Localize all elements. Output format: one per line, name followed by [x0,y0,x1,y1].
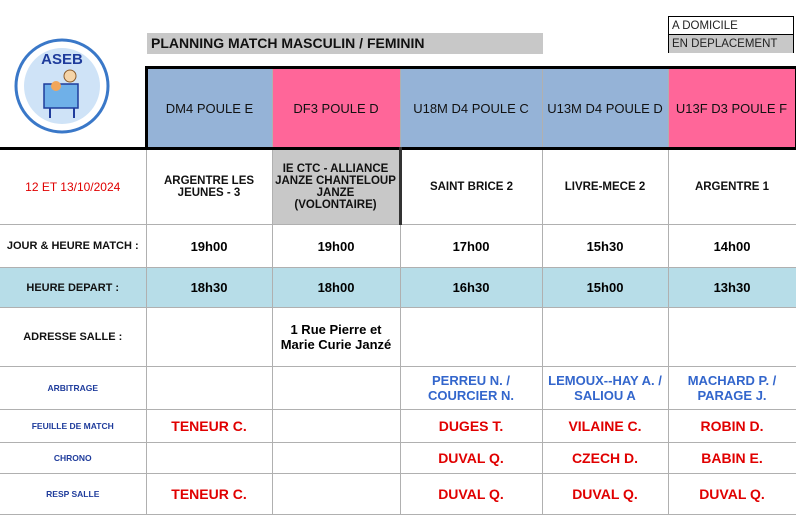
chrono-dm4 [146,443,272,474]
header-empty [0,68,146,149]
team-header-u18m: U18M D4 POULE C [400,68,542,149]
arbitrage-df3 [272,367,400,410]
label-chrono: CHRONO [0,443,146,474]
match-time-u13f: 14h00 [668,225,796,268]
team-header-u13f: U13F D3 POULE F [668,68,796,149]
header-row [0,68,796,149]
arbitrage-u18m: PERREU N. / COURCIER N. [400,367,542,410]
address-row [0,308,796,367]
feuille-u13f: ROBIN D. [668,410,796,443]
address-u13m [542,308,668,367]
label-depart: HEURE DEPART : [0,268,146,308]
match-time-row [0,225,796,268]
address-u13f [668,308,796,367]
feuille-df3 [272,410,400,443]
label-arbitrage: ARBITRAGE [0,367,146,410]
label-match-time: JOUR & HEURE MATCH : [0,225,146,268]
address-dm4 [146,308,272,367]
match-date: 12 ET 13/10/2024 [0,149,146,225]
feuille-u18m: DUGES T. [400,410,542,443]
resp-u13m: DUVAL Q. [542,474,668,515]
chrono-df3 [272,443,400,474]
match-time-u18m: 17h00 [400,225,542,268]
label-address: ADRESSE SALLE : [0,308,146,367]
logo-text: ASEB [41,51,83,68]
legend [668,16,794,53]
team-header-dm4: DM4 POULE E [146,68,272,149]
resp-df3 [272,474,400,515]
resp-u13f: DUVAL Q. [668,474,796,515]
label-feuille: FEUILLE DE MATCH [0,410,146,443]
depart-u13m: 15h00 [542,268,668,308]
legend-away: EN DEPLACEMENT [669,35,793,53]
chrono-u13m: CZECH D. [542,443,668,474]
chrono-u13f: BABIN E. [668,443,796,474]
label-resp: RESP SALLE [0,474,146,515]
chrono-row [0,443,796,474]
match-time-u13m: 15h30 [542,225,668,268]
feuille-dm4: TENEUR C. [146,410,272,443]
resp-dm4: TENEUR C. [146,474,272,515]
chrono-u18m: DUVAL Q. [400,443,542,474]
opponent-u13f: ARGENTRE 1 [668,149,796,225]
resp-row [0,474,796,515]
opponent-row [0,149,796,225]
opponent-u13m: LIVRE-MECE 2 [542,149,668,225]
arbitrage-u13m: LEMOUX--HAY A. / SALIOU A [542,367,668,410]
address-df3: 1 Rue Pierre et Marie Curie Janzé [272,308,400,367]
arbitrage-dm4 [146,367,272,410]
match-time-dm4: 19h00 [146,225,272,268]
address-u18m [400,308,542,367]
opponent-u18m: SAINT BRICE 2 [400,149,542,225]
depart-row [0,268,796,308]
depart-dm4: 18h30 [146,268,272,308]
feuille-u13m: VILAINE C. [542,410,668,443]
opponent-dm4: ARGENTRE LES JEUNES - 3 [146,149,272,225]
planning-table [0,66,796,515]
team-header-df3: DF3 POULE D [272,68,400,149]
feuille-row [0,410,796,443]
opponent-df3: IE CTC - ALLIANCE JANZE CHANTELOUP JANZE (VOLONTAIRE) [272,149,400,225]
page-title: PLANNING MATCH MASCULIN / FEMININ [147,33,543,54]
depart-df3: 18h00 [272,268,400,308]
depart-u18m: 16h30 [400,268,542,308]
depart-u13f: 13h30 [668,268,796,308]
legend-home: A DOMICILE [669,17,793,35]
resp-u18m: DUVAL Q. [400,474,542,515]
match-time-df3: 19h00 [272,225,400,268]
arbitrage-u13f: MACHARD P. / PARAGE J. [668,367,796,410]
arbitrage-row [0,367,796,410]
team-header-u13m: U13M D4 POULE D [542,68,668,149]
